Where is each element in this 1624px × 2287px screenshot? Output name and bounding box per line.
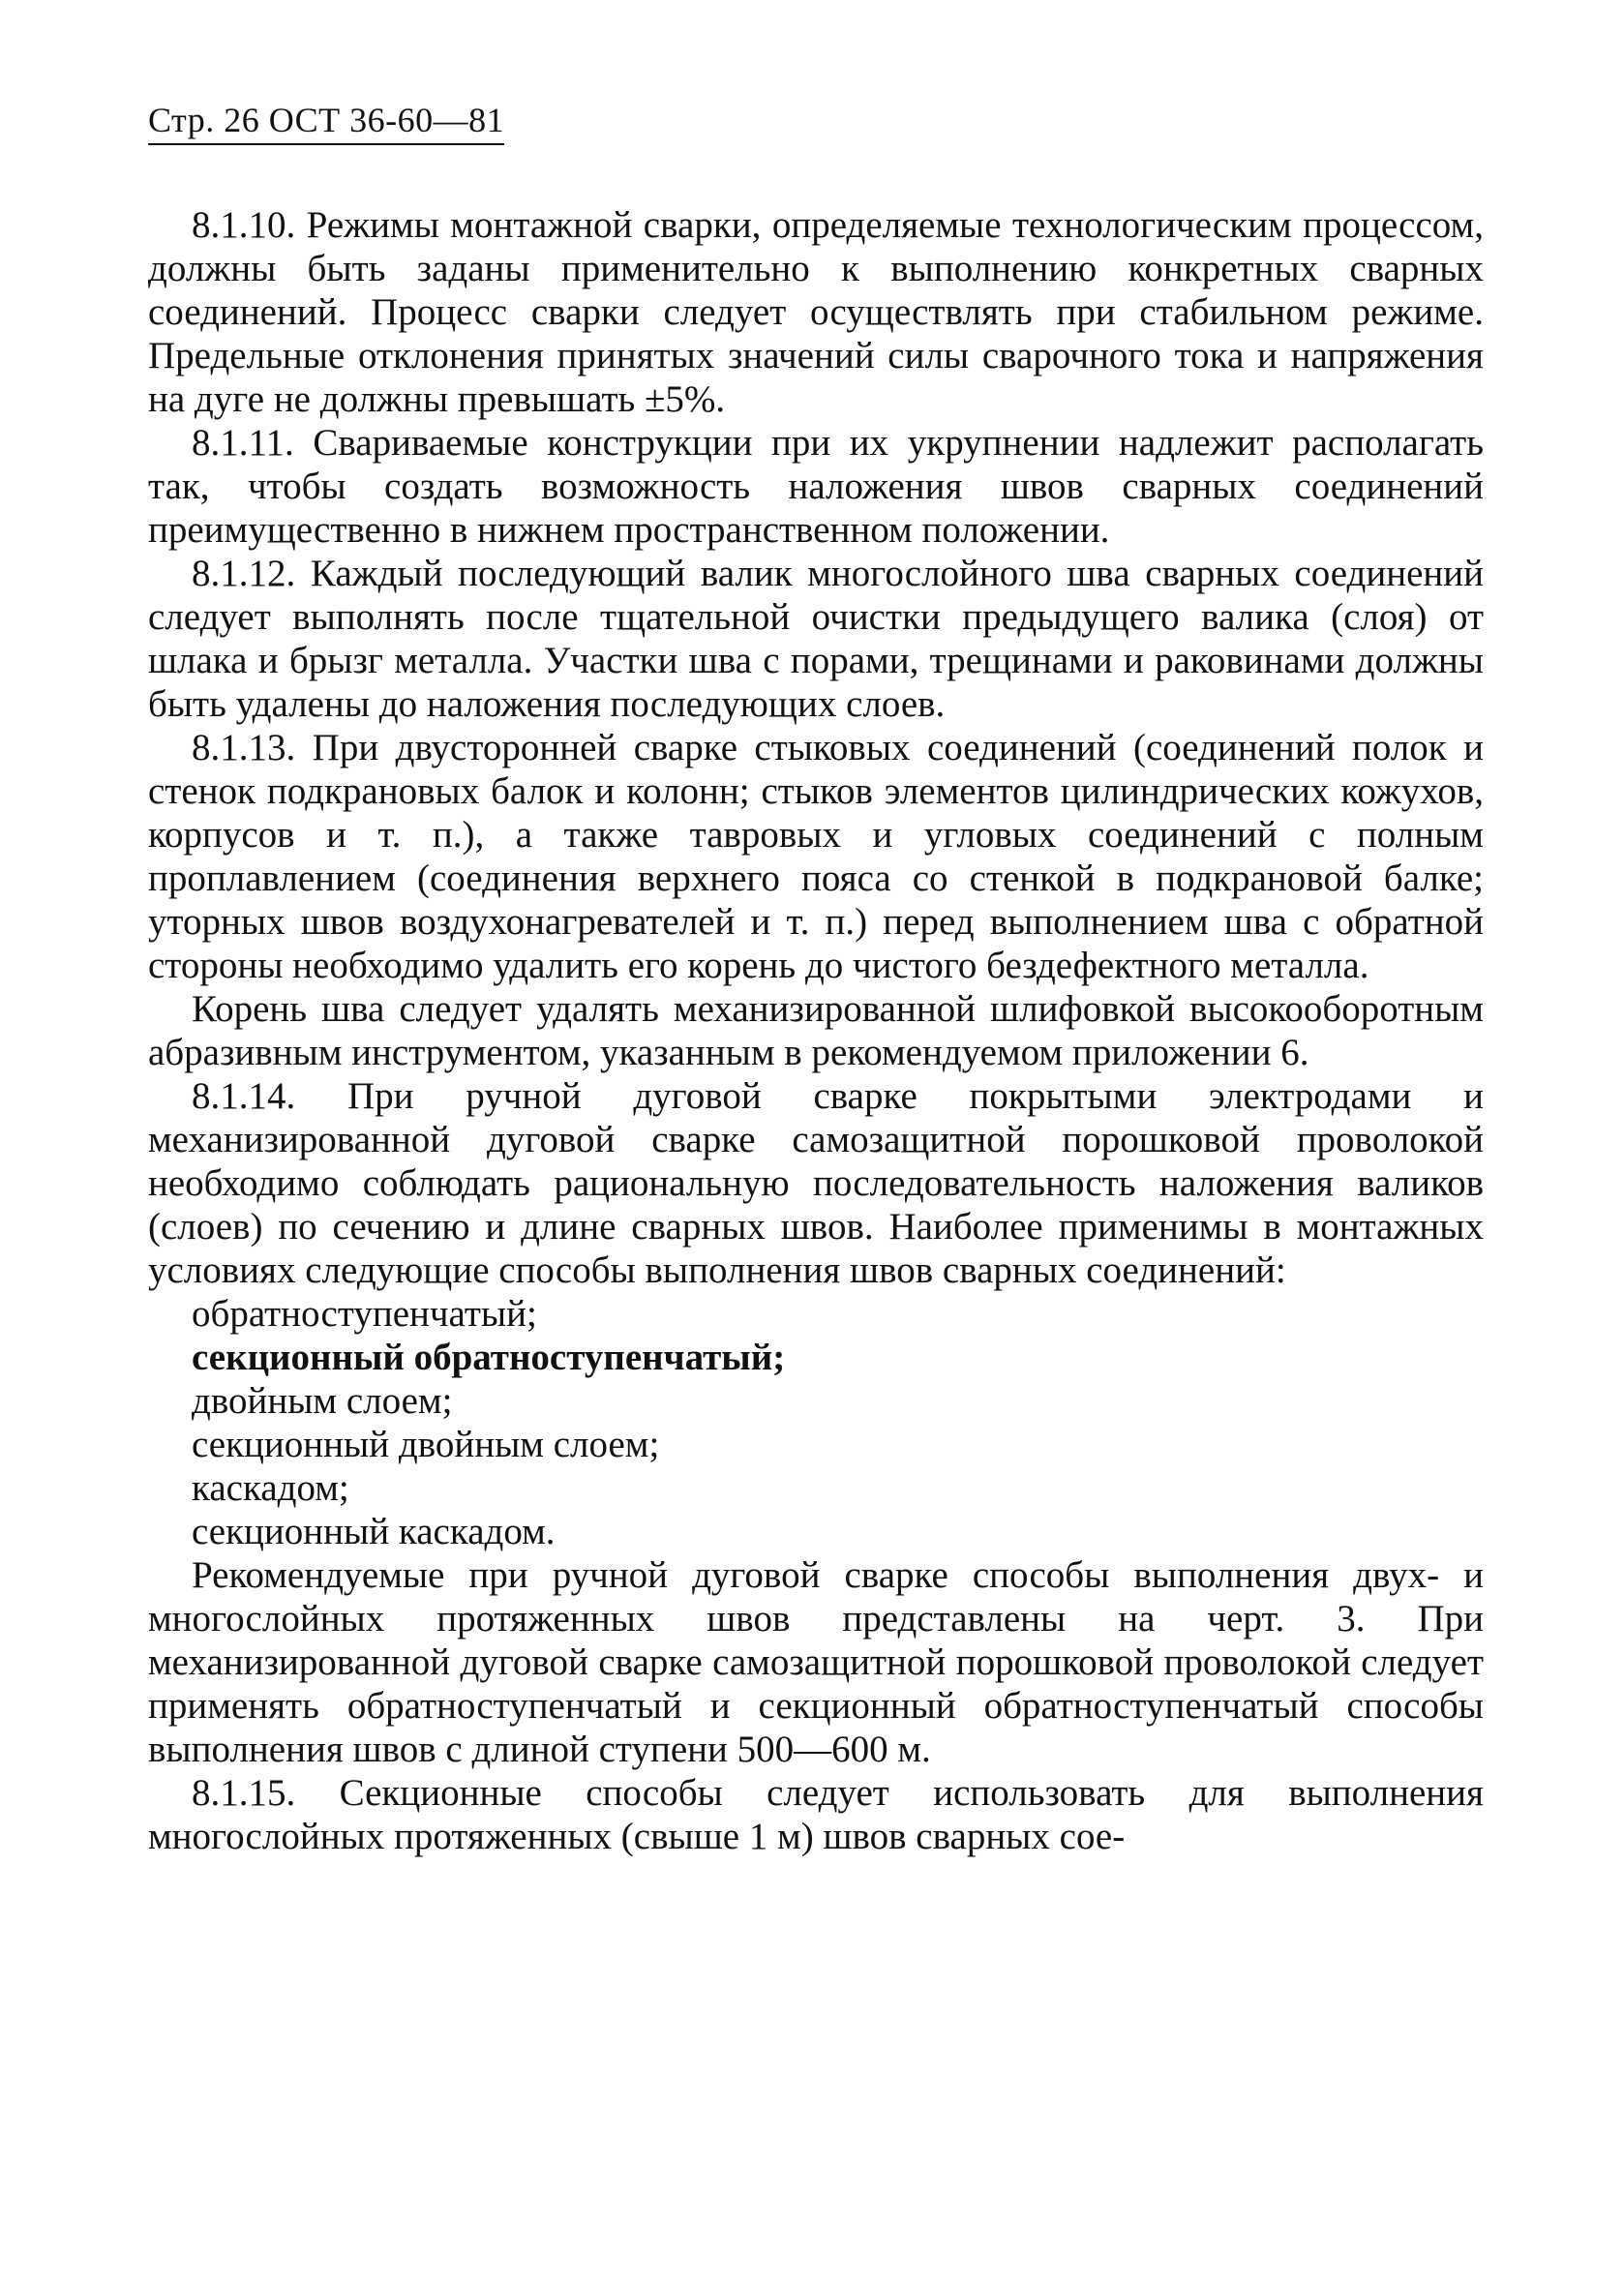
clause-8-1-15: 8.1.15. Секционные способы следует использовать для выполнения многослойных протяженных (свыше 1 м) швов сварных сое- [148,1772,1484,1857]
clause-8-1-11: 8.1.11. Свариваемые конструкции при их укрупнении надлежит располагать так, чтобы создать возможность наложения швов сварных соединений преимущественно в нижнем пространственном положении. [148,422,1484,551]
clause-8-1-14: 8.1.14. При ручной дуговой сварке покрытыми электродами и механизированной дуговой сварке самозащитной порошковой проволокой необходимо соблюдать рациональную последовательность наложения валиков (слоев) по сечению и длине сварных швов. Наиболее применимы в монтажных условиях следующие способы выполнения швов сварных соединений: [148,1075,1484,1291]
clause-8-1-10: 8.1.10. Режимы монтажной сварки, определяемые технологическим процессом, должны быть заданы применительно к выполнению конкретных сварных соединений. Процесс сварки следует осуществлять при стабильном режиме. Предельные отклонения принятых значений силы сварочного тока и напряжения на дуге не должны превышать ±5%. [148,204,1484,420]
page-header: Стр. 26 ОСТ 36-60—81 [148,101,504,145]
welding-methods-list [148,1292,1484,1553]
list-item: секционный двойным слоем; [192,1424,660,1465]
list-item: каскадом; [192,1467,349,1509]
list-item: секционный каскадом. [192,1511,556,1552]
clause-8-1-12: 8.1.12. Каждый последующий валик многослойного шва сварных соединений следует выполнять после тщательной очистки предыдущего валика (слоя) от шлака и брызг металла. Участки шва с порами, трещинами и раковинами должны быть удалены до наложения последующих слоев. [148,553,1484,725]
document-body [148,203,1484,1858]
clause-8-1-14-recommendation: Рекомендуемые при ручной дуговой сварке способы выполнения двух- и многослойных протяженных швов представлены на черт. 3. При механизированной дуговой сварке самозащитной порошковой проволокой следует применять обратноступенчатый и секционный обратноступенчатый способы выполнения швов с длиной ступени 500—600 м. [148,1554,1484,1770]
list-item: двойным слоем; [192,1380,453,1422]
list-item: обратноступенчатый; [192,1293,537,1335]
clause-8-1-13-root-removal: Корень шва следует удалять механизированной шлифовкой высокооборотным абразивным инструментом, указанным в рекомендуемом приложении 6. [148,988,1484,1073]
clause-8-1-13: 8.1.13. При двусторонней сварке стыковых соединений (соединений полок и стенок подкрановых балок и колонн; стыков элементов цилиндрических кожухов, корпусов и т. п.), а также тавровых и угловых соединений с полным проплавлением (соединения верхнего пояса со стенкой в подкрановой балке; уторных швов воздухонагревателей и т. п.) перед выполнением шва с обратной стороны необходимо удалить его корень до чистого бездефектного металла. [148,727,1484,986]
list-item: секционный обратноступенчатый; [192,1337,786,1378]
